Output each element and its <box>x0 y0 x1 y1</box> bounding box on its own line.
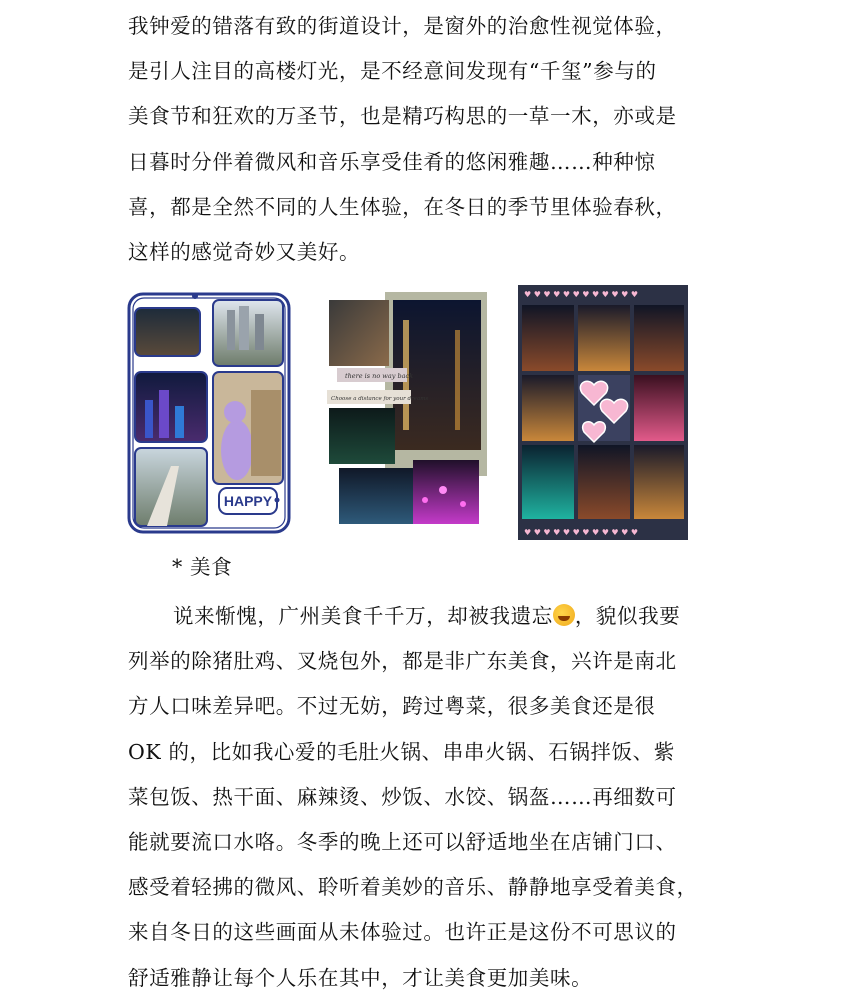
text-line: 来自冬日的这些画面从未体验过。也许正是这份不可思议的 <box>128 920 677 945</box>
collage-photos-graphic <box>325 290 490 530</box>
text-line: 舒适雅静让每个人乐在其中，才让美食更加美味。 <box>128 965 593 990</box>
text-line: 喜，都是全然不同的人生体验，在冬日的季节里体验春秋， <box>128 194 677 219</box>
photo-collage-night-market <box>518 285 688 540</box>
text-line: 菜包饭、热干面、麻辣烫、炒饭、水饺、锅盔……再细数可 <box>128 784 677 809</box>
text-segment: ，貌似我要 <box>574 604 681 628</box>
text-line: 我钟爱的错落有致的街道设计，是窗外的治愈性视觉体验， <box>128 14 677 38</box>
section-heading-food: * 美食 <box>172 555 233 579</box>
svg-text:♥ ♥ ♥ ♥ ♥ ♥ ♥ ♥ ♥ ♥ ♥ ♥: ♥ ♥ ♥ ♥ ♥ ♥ ♥ ♥ ♥ ♥ ♥ ♥ <box>524 290 639 299</box>
text-line: 能就要流口水咯。冬季的晚上还可以舒适地坐在店铺门口、 <box>128 830 677 855</box>
paragraph-food <box>128 594 728 1001</box>
collage-grid-graphic <box>518 285 688 540</box>
photo-collage-happy <box>127 290 292 535</box>
text-line: 列举的除猪肚鸡、叉烧包外，都是非广东美食，兴许是南北 <box>128 649 677 674</box>
text-segment: 说来惭愧，广州美食千千万，却被我遗忘 <box>173 604 553 628</box>
text-line: 感受着轻拂的微风、聆听着美妙的音乐、静静地享受着美食， <box>128 875 698 900</box>
text-line: 是引人注目的高楼灯光，是不经意间发现有“千玺”参与的 <box>128 59 657 84</box>
text-line: 方人口味差异吧。不过无妨，跨过粤菜，很多美食还是很 <box>128 694 656 719</box>
collage-frame-graphic <box>127 290 292 535</box>
note-strip-2: Choose a distance for your dreams <box>331 396 429 402</box>
svg-text:♥ ♥ ♥ ♥ ♥ ♥ ♥ ♥ ♥ ♥ ♥ ♥: ♥ ♥ ♥ ♥ ♥ ♥ ♥ ♥ ♥ ♥ ♥ ♥ <box>524 528 639 537</box>
text-line: OK 的，比如我心爱的毛肚火锅、串串火锅、石锅拌饭、紫 <box>128 739 675 764</box>
photo-collage-night-scenes <box>325 290 490 530</box>
text-line: 日暮时分伴着微风和音乐享受佳肴的悠闲雅趣……种种惊 <box>128 149 656 174</box>
paragraph-street-scenery <box>128 4 728 275</box>
text-line: 这样的感觉奇妙又美好。 <box>128 240 361 265</box>
note-strip-1: there is no way back <box>345 372 414 380</box>
rofl-emoji-icon <box>553 604 575 626</box>
text-line: 美食节和狂欢的万圣节，也是精巧构思的一草一木，亦或是 <box>128 104 677 129</box>
happy-badge-text: HAPPY <box>223 493 273 509</box>
text-line-first <box>128 594 728 639</box>
